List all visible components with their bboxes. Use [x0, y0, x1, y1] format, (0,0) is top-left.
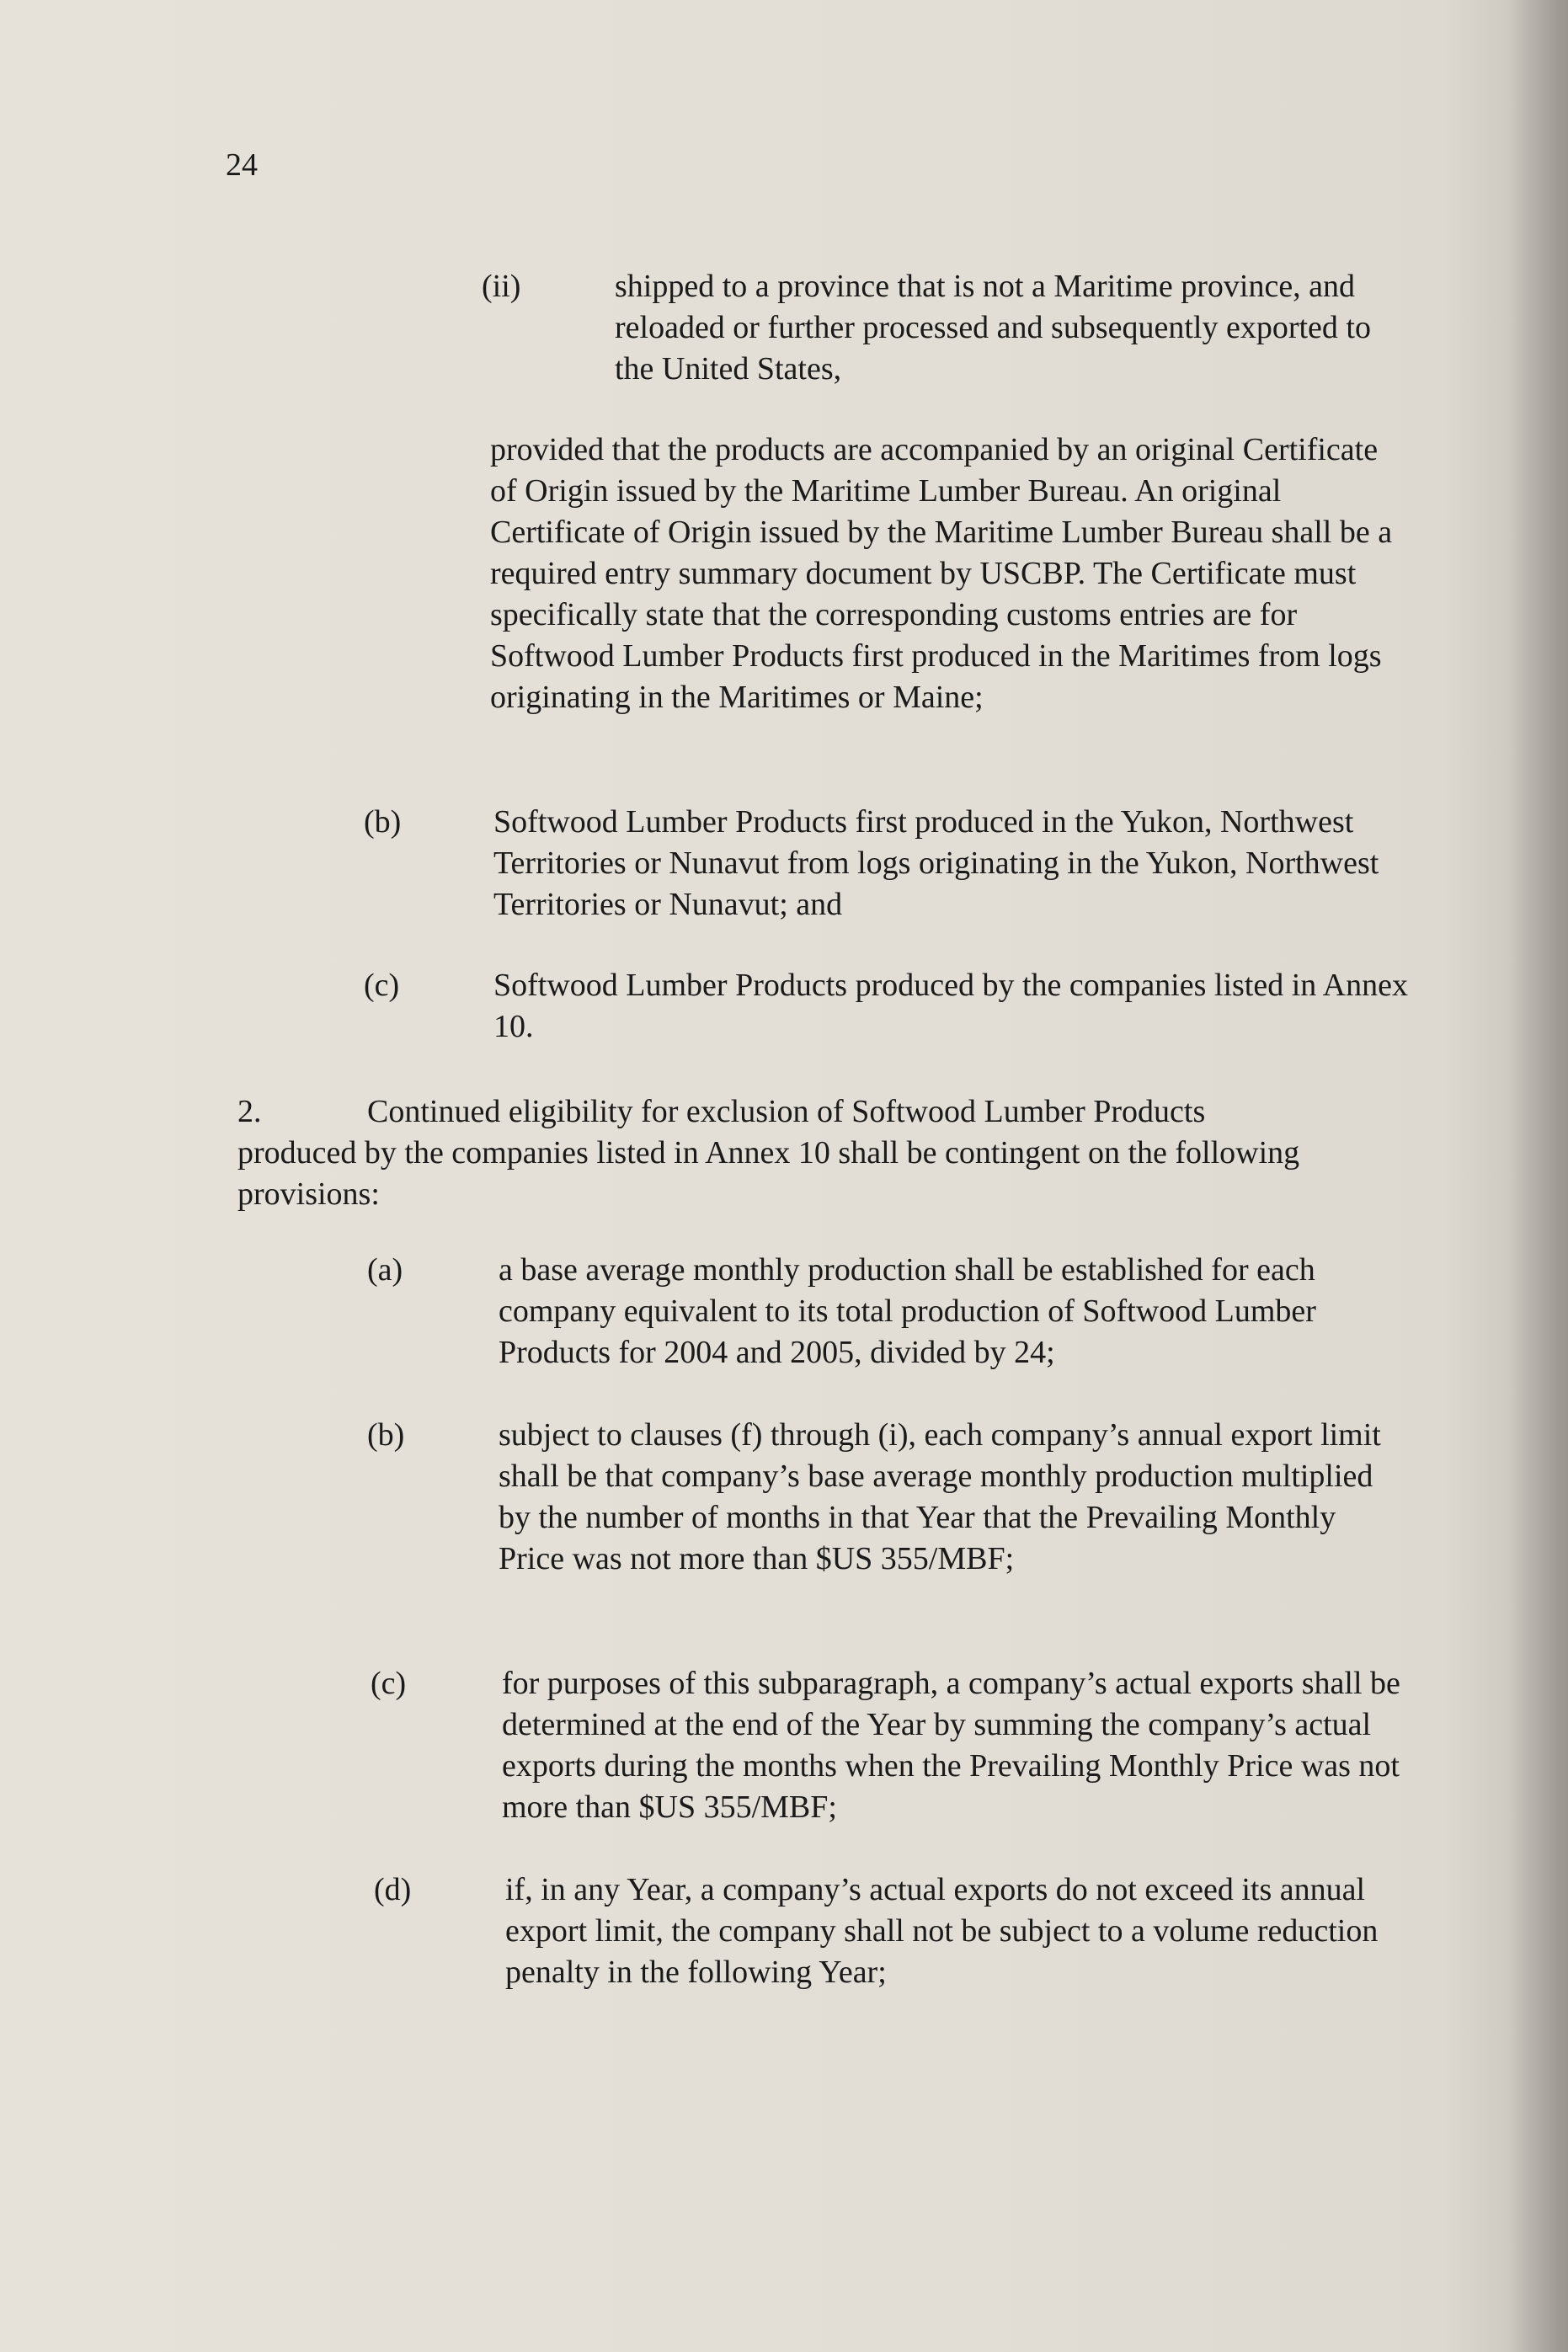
paragraph-2-intro: Continued eligibility for exclusion of Softwood Lumber Products	[367, 1094, 1206, 1129]
item-b-text: Softwood Lumber Products first produced in the Yukon, Northwest Territories or Nunavut from logs originating in the Yukon, Northwest Territories or Nunavut; and	[493, 804, 1379, 922]
page-gutter-shadow	[1509, 0, 1568, 2352]
item-b-label: (b)	[364, 804, 402, 840]
page-number: 24	[226, 147, 258, 183]
para2-item-d-label: (d)	[374, 1872, 412, 1907]
item-c-text: Softwood Lumber Products produced by the companies listed in Annex 10.	[493, 968, 1408, 1044]
item-ii-text: shipped to a province that is not a Maritime province, and reloaded or further processed and subsequently exported to the United States,	[615, 269, 1371, 387]
para2-item-b-label: (b)	[367, 1417, 405, 1453]
paragraph-2-number: 2.	[237, 1094, 262, 1129]
para2-item-b-text: subject to clauses (f) through (i), each company’s annual export limit shall be that company’s base average monthly production multiplied by the number of months in that Year that the Prevailing Monthly Price was not more than $US 355/MBF;	[499, 1417, 1381, 1576]
para2-item-d-text: if, in any Year, a company’s actual exports do not exceed its annual export limit, the company shall not be subject to a volume reduction penalty in the following Year;	[505, 1872, 1379, 1990]
para2-item-c-label: (c)	[371, 1666, 407, 1701]
para2-item-a-label: (a)	[367, 1252, 403, 1288]
paragraph-2-continuation: produced by the companies listed in Annex 10 shall be contingent on the following provisions:	[237, 1135, 1300, 1212]
item-c-label: (c)	[364, 968, 400, 1003]
proviso-paragraph: provided that the products are accompanied by an original Certificate of Origin issued by the Maritime Lumber Bureau. An original Certificate of Origin issued by the Maritime Lumber Bureau shall be a required entry summary document by USCBP. The Certificate must specifically state that the corresponding customs entries are for Softwood Lumber Products first produced in the Maritimes from logs originating in the Maritimes or Maine;	[490, 432, 1393, 715]
para2-item-a-text: a base average monthly production shall be established for each company equivalent to its total production of Softwood Lumber Products for 2004 and 2005, divided by 24;	[499, 1252, 1316, 1370]
para2-item-c-text: for purposes of this subparagraph, a company’s actual exports shall be determined at the end of the Year by summing the company’s actual exports during the months when the Prevailing Monthly Price was not more than $US 355/MBF;	[502, 1666, 1400, 1825]
item-ii-label: (ii)	[482, 269, 521, 304]
